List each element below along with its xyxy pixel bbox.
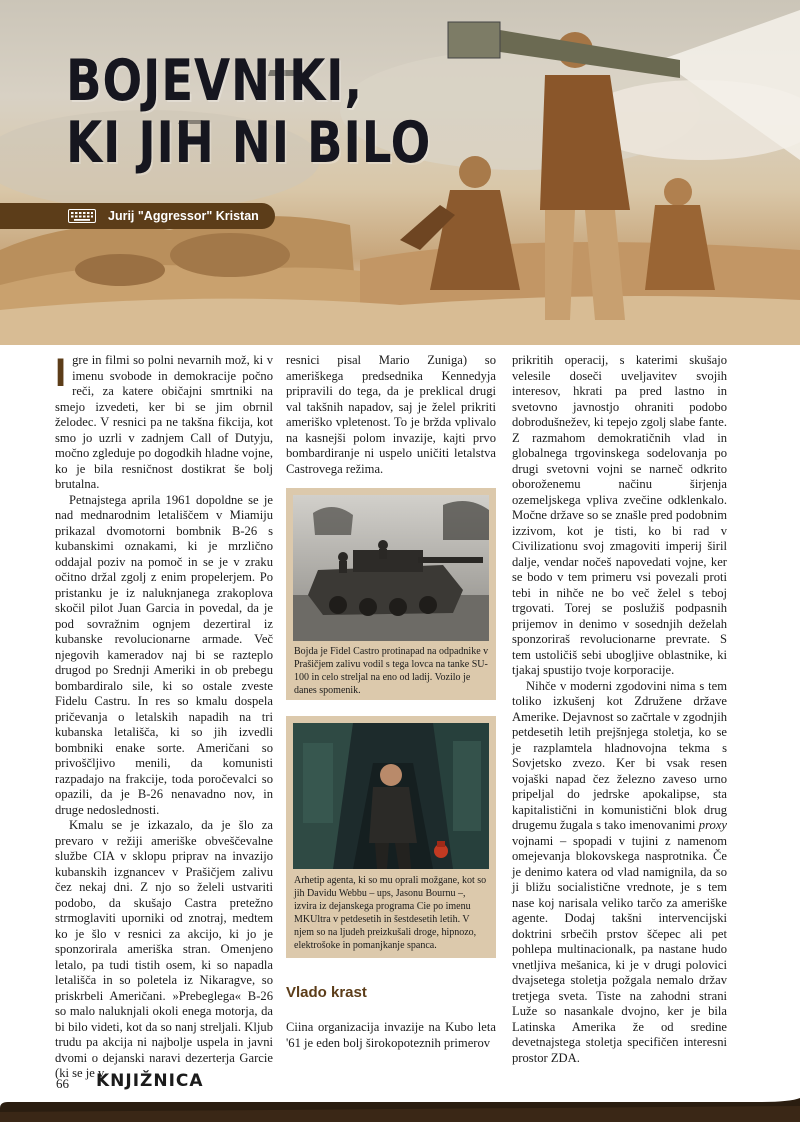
paragraph-col3-2 [512,679,727,1067]
paragraph-col3-1: prikritih operacij, s katerimi skušajo velesile doseči uveljavitev svojih interesov, hkrati pa pred lastno in svetovno javnostjo ohraniti podobo dobrodušnežev, ki tepejo zgolj slabe fante. Z razmahom demokratičnih vlad in globalnega trgovinskega sodelovanja po drugi svetovni vojni se narneč odkrito oboroženemu načinu širjenja ozemeljskega vpliva zvečine odklenkalo. Močne države so se znašle pred podobnim izzivom, kot je tisti, ko bi rad v Civilizationu svoj zmagoviti imperij širil dalje, vendar nočeš napovedati vojne, ker se bodo v tem primeru vsi povezali proti tebi in nihče ne bo več želel s teboj trgovati. Torej se poslužiš podpasnih prijemov in denimo v sosednjih deželah sponzoriraš revolucionarne prevrate. S tem ustoličiš sebi ubogljive oblastnike, ki tjakaj spustijo tvoje korporacije. [512,353,727,677]
paragraph-col2-1: resnici pisal Mario Zuniga) so ameriškega predsednika Kennedyja pripravili do tega, da je preklical drugi val takšnih napadov, saj je želel prikriti ameriško vpletenost. To je bržda vplivalo na kasnejši polom invazije, kajti prvo bombardiranje ni uspelo uničiti letalstva Castrovega režima. [286,353,496,476]
dropcap: I [55,351,67,395]
tank-image [293,495,489,641]
article-headline [66,50,431,174]
footer-bar [0,1098,800,1122]
col3-emphasis: proxy [698,818,728,832]
agent-caption: Arhetip agenta, ki so mu oprali možgane, kot so jih Davidu Webbu – ups, Jasonu Bournu –, izvira iz dejanskega programa Cie po imenu MKUltra v petdesetih in šestdesetih letih. V njem so na ljudeh preizkušali droge, hipnozo, elektrošoke in pomanjkanje spanca. [294,875,487,951]
agent-photo [293,723,489,869]
col3-text-b: vojnami – spopadi v tujini z namenom omejevanja blokovskega nasprotnika. Če je denimo katera od vlad namignila, da so ji bližu socialistične vrednote, je s tem nase koj narisala veliko tarčo za ameriške agente. Dodaj takšni intervencijski doktrini srbečih prstov ščepec ali pet pohlepa multinacionalk, pa nastane hudo vnetljiva mešanica, ki je v drugi polovici dvajsetega stoletja požgala nemalo držav tretjega sveta. Tiste na zahodni strani Luže so nasankale dvojno, ker je bila Latinska Amerika že od sredine devetnajstega stoletja specifičen interesni prostor ZDA. [512,833,727,1065]
tank-figure [286,488,496,700]
paragraph-3: Kmalu se je izkazalo, da je šlo za prevaro v režiji ameriške obveščevalne službe CIA v sklopu priprav na invazijo kubanskih izgnancev v Prašičjem zalivu čez nekaj dni. Z njo so želeli ustvariti podobo, da skušajo Castra pretežno strmoglaviti uporniki od znotraj, medtem ko je šlo v resnici za akcijo, ki jo je sponzorirala ameriška stran. Omenjeno letalo, pa tudi tistih osem, ki so napadla letališča in so poletela iz Nikaragve, so priskrbeli Američani. »Prebeglega« B-26 so malo naluknjali okoli enega motorja, da bi bilo videti, kot da so nanj streljali. Kljub trudu pa akcija ni najbolje uspela in javni dvomi o dejanski naravi dezerterja Garcie (ki se je v [55,818,273,1080]
col3-text-a: Nihče v moderni zgodovini nima s tem toliko izkušenj kot Združene države Amerike. Dejavnost so začrtale v zgodnjih petdesetih letih prejšnjega stoletja, ko se je razplamtela hladnovojna tekma s Sovjetsko zvezo. Ker bi vsak resen vojaški napad čez železno zaveso urno pripeljal do jedrske apokalipse, sta kapitalistični in komunistični blok drug drugemu žugala s tako imenovanimi [512,678,727,832]
tank-caption: Bojda je Fidel Castro protinapad na odpadnike v Prašičjem zalivu vodil s tega lovca na tanke SU-100 in celo streljal na eno od ladij. Vozilo je danes spomenik. [294,646,489,696]
intro-text: gre in filmi so polni nevarnih mož, ki v imenu svobode in demokracije počno reči, za katere običajni smrtniki na smejo izvedeti, ker bi se jim obrnil želodec. V resnici pa ne takšna fikcija, kot smo jo uzrli v zadnjem Call of Dutyju, močno zgleduje po dogodkih hladne vojne, ko je bila resničnost dostikrat še bolj brutalna. [55,353,273,491]
fighter-right [645,178,715,290]
keyboard-icon [68,209,96,223]
author-name: Jurij "Aggressor" Kristan [108,209,259,223]
column-1 [55,353,273,1082]
section-subheading: Vlado krast [286,984,367,1001]
author-bar [0,203,275,229]
column-2-continued [286,1020,496,1051]
paragraph-2: Petnajstega aprila 1961 dopoldne se je nad mednarodnim letališčem v Miamiju prikazal dvomotorni bombnik B-26 s kubanskimi oznakami, ki je mrzlično oddajal poziv na pomoč in se je v zraku očitno držal zgolj z enim propelerjem. Po pristanku je iz naluknjanega zrakoplova skočil pilot Juan Garcia in povedal, da je pod sovražnim ognjem dezertiral iz kubanske revolucionarne armade. Več njegovih kameradov naj bi se razteplo drugod po Srednji Ameriki in ob prebegu bombardiralo sile, ki so ostale zveste Fidelu Castru. In res so kmalu dospela pričevanja o letalskih napadih na tri kubanska letališča, ki so jih izvedli bombniki enake sorte. Američani so privoščljivo menili, da komunisti razpadajo na frakcije, toda poročevalci so opazili, da je B-26 nenavadno nov, in druge nedoslednosti. [55,492,273,817]
section-name: KNJIŽNICA [96,1071,204,1091]
headline-line-1: BOJEVNIKI, [66,48,363,114]
agent-figure [286,716,496,958]
column-2 [286,353,496,477]
page-number: 66 [56,1076,69,1091]
agent-image [293,723,489,869]
paragraph-col2-2: Ciina organizacija invazije na Kubo leta '61 je eden bolj širokopoteznih primerov [286,1020,496,1050]
hero-illustration [0,0,800,345]
headline-line-2: KI JIH NI BILO [66,110,432,176]
paragraph-intro [55,353,273,493]
tank-photo [293,495,489,641]
column-3 [512,353,727,1066]
